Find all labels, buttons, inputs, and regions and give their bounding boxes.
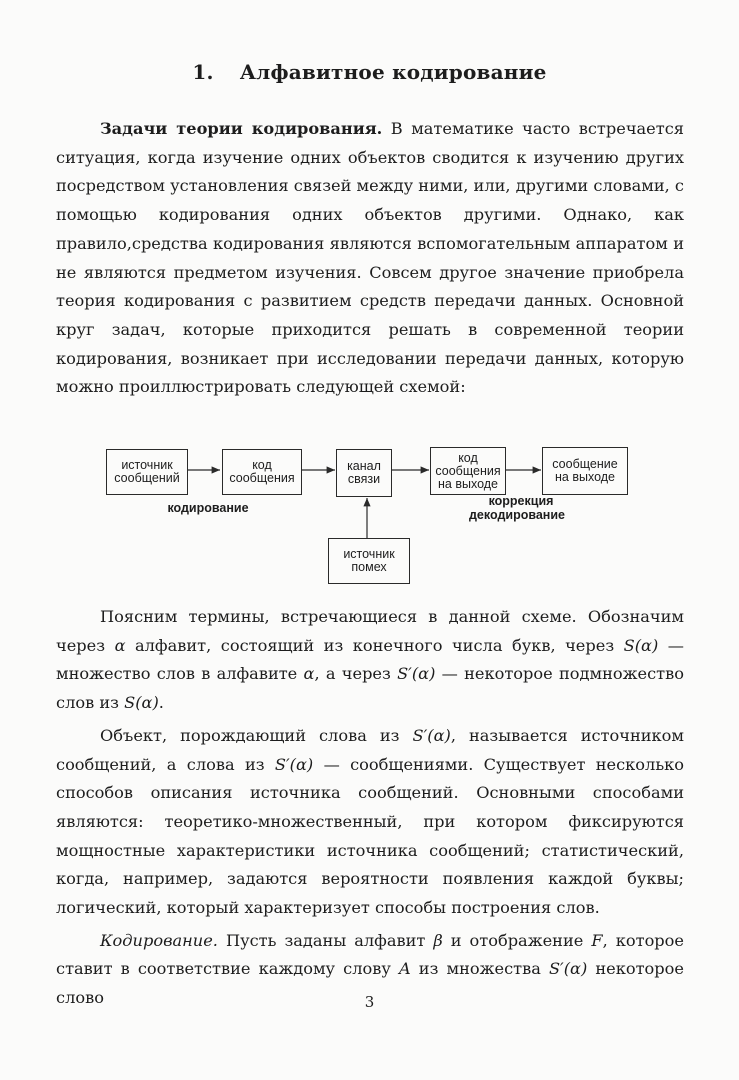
encoding-paragraph: Кодирование. Пусть заданы алфавит β и отображение F, которое ставит в соответствие каждому слову A из множества S′(α) некоторое слово: [56, 930, 684, 1008]
math-S-alpha: S(α): [124, 693, 159, 713]
intro-bold-title: Задачи теории кодирования.: [100, 119, 383, 138]
math-Sprime-alpha: S′(α): [274, 754, 314, 774]
math-S-alpha: S(α): [623, 635, 659, 655]
label-correction: коррекция: [488, 494, 554, 508]
math-alpha: α: [114, 635, 126, 655]
box-noise-source: источник помех: [328, 538, 410, 584]
box-channel: канал связи: [336, 449, 392, 497]
box-output-message: сообщение на выходе: [542, 447, 628, 495]
source-paragraph: Объект, порождающий слова из S′(α), называется источником сообщений, а слова из S′(α) — сообщениями. Существует несколько способов описания источника сообщений. Основными способами являются: теоретико-множественный, при котором фиксируются мощностные характеристики источника сообщений; статистический, когда, например, задаются вероятности появления каждой буквы; логический, который характеризует способы построения слов.: [56, 725, 684, 918]
intro-text: В математике часто встречается ситуация, когда изучение одних объектов сводится к изучению других посредством установления связей между ними, или, другими словами, с помощью кодирования одних объектов другими. Однако, как правило,средства кодирования являются вспомогательным аппаратом и не являются предметом изучения. Совсем другое значение приобрела теория кодирования с развитием средств передачи данных. Основной круг задач, которые приходится решать в современной теории кодирования, возникает при исследовании передачи данных, которую можно проиллюстрировать следующей схемой:: [56, 119, 684, 397]
box-message-code: код сообщения: [222, 449, 302, 495]
label-decoding: декодирование: [469, 508, 565, 522]
section-title: Алфавитное кодирование: [239, 60, 547, 84]
math-alpha: α: [303, 664, 315, 684]
math-beta: β: [433, 930, 443, 950]
box-output-code: код сообщения на выходе: [430, 447, 506, 495]
section-heading: [0, 60, 739, 84]
math-Sprime-alpha: S′(α): [412, 725, 451, 745]
math-Sprime-alpha: S′(α): [397, 664, 436, 684]
encoding-term: Кодирование.: [100, 930, 218, 950]
intro-paragraph: [56, 115, 684, 402]
intro-block: [56, 115, 684, 402]
math-Sprime-alpha: S′(α): [548, 959, 588, 979]
math-F: F: [591, 930, 603, 950]
label-encoding: кодирование: [167, 501, 249, 515]
page-number: 3: [364, 993, 375, 1011]
terms-paragraph: Поясним термины, встречающиеся в данной схеме. Обозначим через α алфавит, состоящий из конечного числа букв, через S(α) — множество слов в алфавите α, а через S′(α) — некоторое подмножество слов из S(α).: [56, 607, 684, 713]
math-A: A: [398, 959, 411, 979]
section-number: 1.: [192, 60, 214, 84]
main-text-block: [56, 603, 684, 1013]
box-message-source: источник сообщений: [106, 449, 188, 495]
